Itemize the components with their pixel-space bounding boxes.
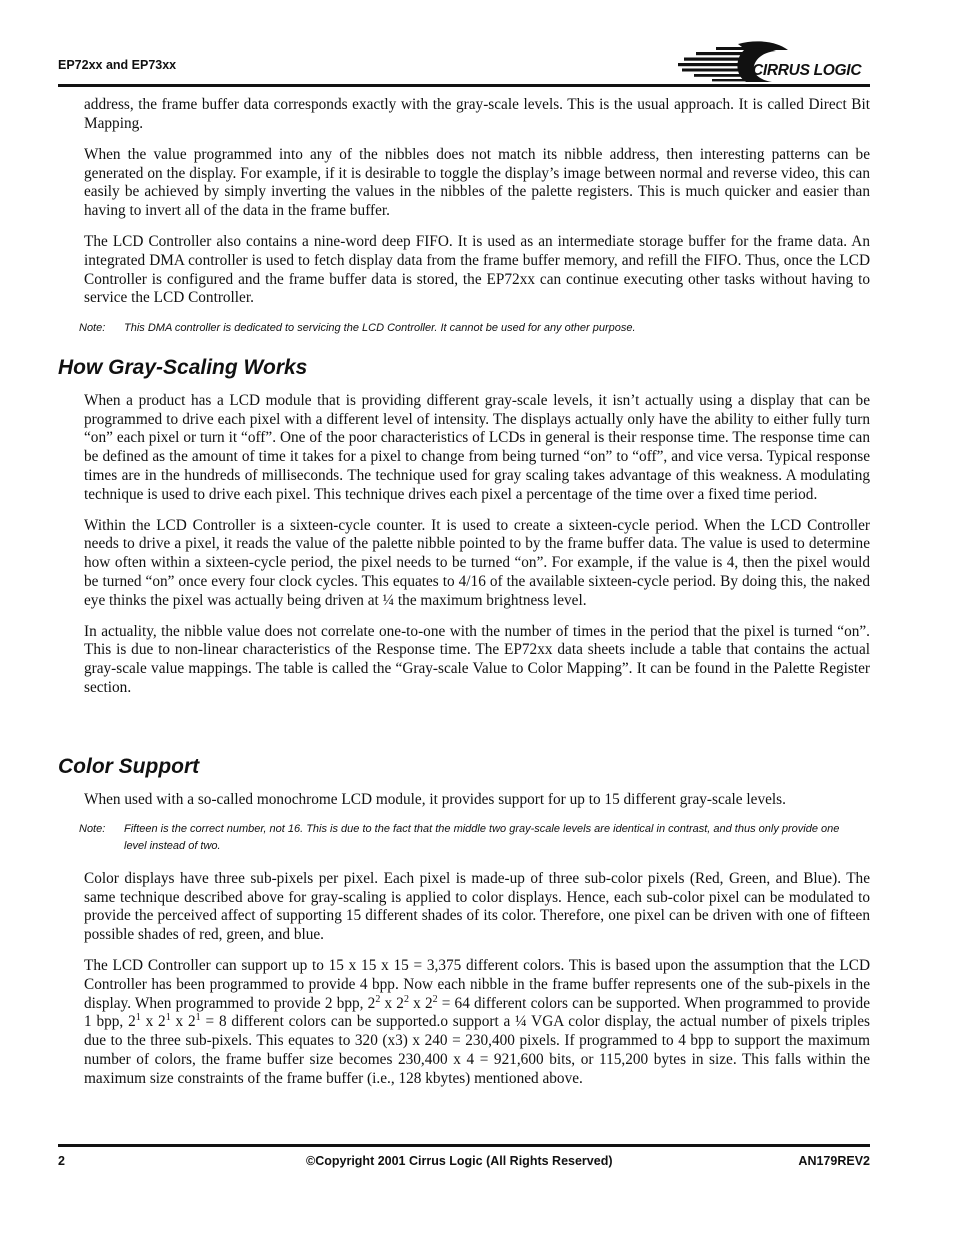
footer-rule: [58, 1144, 870, 1147]
paragraph-interesting-patterns: When the value programmed into any of the nibbles does not match its nibble address, then interesting patterns can be generated on the display. For example, if it is desirable to toggle the display’s image between normal and reverse video, this can easily be achieved by simply inverting the values in the nibbles of the palette registers. This is much quicker and easier than having to invert all of the data in the frame buffer.: [84, 145, 870, 220]
footer-doc-id: AN179REV2: [798, 1154, 870, 1168]
superscript: 2: [403, 993, 409, 1005]
logo-wordmark: CIRRUS LOGIC: [752, 62, 862, 79]
section-heading-gray-scaling: How Gray-Scaling Works: [58, 356, 308, 379]
header-doc-title: EP72xx and EP73xx: [58, 58, 177, 72]
header-rule: [58, 84, 870, 87]
paragraph-fifo: The LCD Controller also contains a nine-word deep FIFO. It is used as an intermediate storage buffer for the frame data. An integrated DMA controller is used to fetch display data from the frame buffer memory, and refill the FIFO. Thus, once the LCD Controller is configured and the frame buffer data is stored, the EP72xx can continue executing other tasks without having to service the LCD Controller.: [84, 233, 870, 307]
paragraph-direct-bit-mapping: address, the frame buffer data corresponds exactly with the gray-scale levels. This is the usual approach. It is called Direct Bit Mapping.: [84, 96, 870, 132]
superscript: 2: [432, 993, 438, 1005]
body-section-intro: [84, 96, 870, 321]
body-section-gray-scaling: [84, 392, 870, 710]
superscript: 1: [195, 1012, 201, 1024]
paragraph-monochrome-support: When used with a so-called monochrome LCD module, it provides support for up to 15 different gray-scale levels.: [84, 791, 786, 808]
superscript: 1: [165, 1012, 171, 1024]
text-run: The LCD Controller can support up to 15 x 15 x 15 = 3,375 different colors. This is based upon the assumption that the LCD Controller has been programmed to provide 4 bpp. Now each nibble in the frame buffer represents one of the sub-pixels in the display. When programmed to provide 2 bpp, 2: [84, 957, 870, 1012]
text-run: x 2: [170, 1013, 196, 1031]
text-run: = 8 different colors can be supported.o support a ¼ VGA color display, the actual number of pixels triples due to the three sub-pixels. This equates to 320 (x3) x 240 = 230,400 pixels. If programmed to 4 bpp to support the maximum number of colors, the frame buffer size becomes 230,400 x 4 = 921,600 bits, or 115,200 bytes in size. This falls within the maximum size constraints of the frame buffer (i.e., 128 kbytes) mentioned above.: [84, 1013, 871, 1087]
superscript: 1: [135, 1012, 141, 1024]
note-label: Note:: [79, 322, 106, 334]
body-section-color: [84, 870, 870, 1101]
paragraph-sub-pixels: Color displays have three sub-pixels per pixel. Each pixel is made-up of three sub-color pixels (Red, Green, and Blue). The same technique described above for gray-scaling is applied to color displays. Hence, each sub-color pixel can be modulated to provide the perceived affect of supporting 15 different shades of its color. Therefore, one pixel can be driven with one of fifteen possible shades of red, green, and blue.: [84, 870, 870, 944]
paragraph-color-count: [84, 957, 870, 1088]
note-text: This DMA controller is dedicated to servicing the LCD Controller. It cannot be used for any other purpose.: [124, 322, 636, 334]
section-heading-color-support: Color Support: [58, 755, 200, 778]
text-run: x 2: [380, 994, 404, 1012]
footer-copyright: ©Copyright 2001 Cirrus Logic (All Rights Reserved): [306, 1154, 613, 1168]
text-run: = 64 different colors can be supported. When programmed to provide 1 bpp, 2: [84, 994, 870, 1031]
text-run: x 2: [140, 1013, 166, 1031]
note-label: Note:: [79, 823, 106, 835]
text-run: x 2: [408, 994, 433, 1012]
paragraph-gray-scale-overview: When a product has a LCD module that is providing different gray-scale levels, it isn’t actually using a display that can be programmed to drive each pixel with a different level of intensity. The displays actually only have the ability to either fully turn “on” each pixel or turn it “off”. One of the poor characteristics of LCDs in general is their response time. The response time can be defined as the amount of time it takes for a pixel to change from being turned “on” to “off”, and vice versa. Typical response times are in the hundreds of milliseconds. The technique used for gray scaling takes advantage of this weakness. A modulating technique is used to drive each pixel. This technique drives each pixel a percentage of the time over a fixed time period.: [84, 392, 870, 503]
footer-page-number: 2: [58, 1154, 65, 1168]
paragraph-nibble-value: In actuality, the nibble value does not correlate one-to-one with the number of times in the period that the pixel is turned “on”. This is due to non-linear characteristics of the Response time. The EP72xx data sheets include a table that contains the actual gray-scale value mappings. The table is called the “Gray-scale Value to Color Mapping”. It can be found in the Palette Register section.: [84, 622, 870, 696]
superscript: 2: [375, 993, 381, 1005]
body-section-color-intro: [84, 791, 870, 822]
paragraph-sixteen-cycle-counter: Within the LCD Controller is a sixteen-cycle counter. It is used to create a sixteen-cycle period. When the LCD Controller needs to drive a pixel, it reads the value of the palette nibble pointed to by the frame buffer data. The value is used to determine how often within a sixteen-cycle period, the pixel needs to be turned “on”. For example, if the value is 4, then the pixel would be turned “on” once every four clock cycles. This equates to 4/16 of the available sixteen-cycle period. By doing this, the naked eye thinks the pixel was actually being driven at ¼ the maximum brightness level.: [84, 516, 870, 609]
note-dma: [79, 320, 879, 337]
note-fifteen: [79, 821, 879, 855]
note-text: Fifteen is the correct number, not 16. This is due to the fact that the middle two gray-scale levels are identical in contrast, and thus only provide one level instead of two.: [124, 823, 840, 852]
